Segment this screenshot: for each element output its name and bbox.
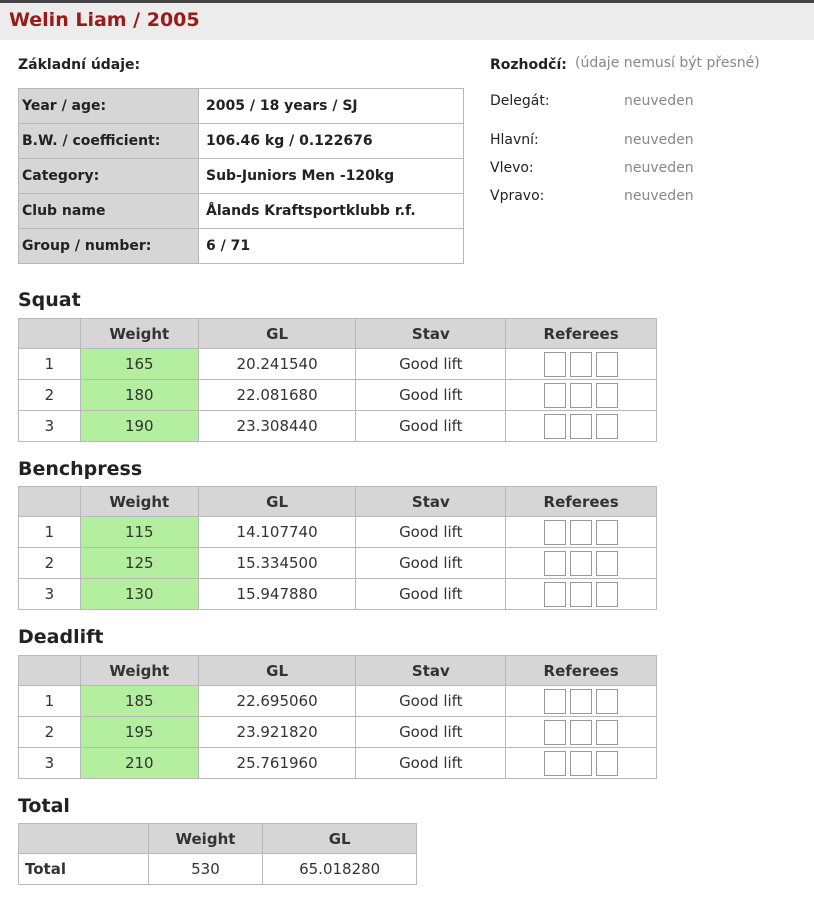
attempt-gl: 20.241540: [198, 349, 356, 380]
attempt-number: 2: [19, 717, 81, 748]
referee-label: Delegát:: [490, 93, 550, 109]
referee-box: [596, 520, 618, 545]
row-value: Ålands Kraftsportklubb r.f.: [199, 194, 464, 229]
header-gl: GL: [198, 319, 356, 349]
attempt-number: 3: [19, 748, 81, 779]
attempt-weight: 210: [80, 748, 198, 779]
header-weight: Weight: [148, 824, 263, 854]
attempt-status: Good lift: [356, 349, 506, 380]
referee-label: Vlevo:: [490, 160, 534, 176]
referee-boxes: [506, 349, 657, 380]
table-header-row: [19, 319, 657, 349]
referee-box: [596, 582, 618, 607]
deadlift-title: Deadlift: [18, 626, 104, 648]
attempt-gl: 23.308440: [198, 411, 356, 442]
header-gl: GL: [263, 824, 417, 854]
total-title: Total: [18, 795, 70, 817]
attempt-weight: 130: [80, 579, 198, 610]
table-row: [19, 748, 657, 779]
attempt-weight: 125: [80, 548, 198, 579]
row-value: 2005 / 18 years / SJ: [199, 89, 464, 124]
referee-boxes: [506, 686, 657, 717]
attempt-weight: 165: [80, 349, 198, 380]
referee-box: [596, 689, 618, 714]
referee-box: [544, 352, 566, 377]
referee-box: [596, 751, 618, 776]
referee-box: [596, 383, 618, 408]
referees-note: (údaje nemusí být přesné): [575, 55, 760, 71]
row-label: B.W. / coefficient:: [19, 124, 199, 159]
table-row: [19, 229, 464, 264]
attempt-number: 1: [19, 686, 81, 717]
table-row: [19, 380, 657, 411]
referee-box: [570, 352, 592, 377]
table-row: [19, 579, 657, 610]
attempt-weight: 195: [80, 717, 198, 748]
basic-info-table: [18, 88, 464, 264]
table-row: [19, 517, 657, 548]
attempt-gl: 23.921820: [198, 717, 356, 748]
referee-box: [544, 383, 566, 408]
referee-box: [570, 751, 592, 776]
table-row: [19, 124, 464, 159]
referee-boxes: [506, 717, 657, 748]
referee-boxes: [506, 411, 657, 442]
row-value: Sub-Juniors Men -120kg: [199, 159, 464, 194]
referee-box: [544, 720, 566, 745]
referee-box: [570, 720, 592, 745]
header-stav: Stav: [356, 487, 506, 517]
referee-value: neuveden: [624, 160, 694, 176]
table-row: [19, 548, 657, 579]
row-label: Category:: [19, 159, 199, 194]
referee-value: neuveden: [624, 188, 694, 204]
attempt-status: Good lift: [356, 380, 506, 411]
table-row: [19, 349, 657, 380]
referee-box: [544, 414, 566, 439]
attempt-number: 2: [19, 380, 81, 411]
attempt-number: 3: [19, 579, 81, 610]
referee-boxes: [506, 380, 657, 411]
attempt-status: Good lift: [356, 411, 506, 442]
row-label: Club name: [19, 194, 199, 229]
referee-label: Vpravo:: [490, 188, 545, 204]
attempt-status: Good lift: [356, 548, 506, 579]
header-stav: Stav: [356, 319, 506, 349]
attempt-status: Good lift: [356, 717, 506, 748]
squat-title: Squat: [18, 289, 81, 311]
table-row: [19, 686, 657, 717]
table-row: [19, 159, 464, 194]
attempt-gl: 22.081680: [198, 380, 356, 411]
header-gl: GL: [198, 487, 356, 517]
referee-boxes: [506, 548, 657, 579]
referee-box: [596, 414, 618, 439]
row-value: 106.46 kg / 0.122676: [199, 124, 464, 159]
attempt-number: 1: [19, 517, 81, 548]
attempt-gl: 22.695060: [198, 686, 356, 717]
table-row: [19, 411, 657, 442]
total-label: Total: [19, 854, 149, 885]
header-blank: [19, 824, 149, 854]
header-referees: Referees: [506, 487, 657, 517]
attempt-weight: 115: [80, 517, 198, 548]
total-weight: 530: [148, 854, 263, 885]
referee-box: [570, 551, 592, 576]
referee-box: [596, 551, 618, 576]
referee-box: [570, 520, 592, 545]
attempt-number: 3: [19, 411, 81, 442]
attempt-status: Good lift: [356, 686, 506, 717]
attempt-gl: 15.947880: [198, 579, 356, 610]
referee-value: neuveden: [624, 132, 694, 148]
referees-title: Rozhodčí:: [490, 57, 567, 73]
referee-label: Hlavní:: [490, 132, 539, 148]
attempt-status: Good lift: [356, 748, 506, 779]
athlete-title: Welin Liam / 2005: [9, 9, 200, 31]
header-weight: Weight: [80, 656, 198, 686]
table-row: [19, 717, 657, 748]
attempt-number: 1: [19, 349, 81, 380]
row-label: Group / number:: [19, 229, 199, 264]
squat-table: [18, 318, 657, 442]
attempt-weight: 190: [80, 411, 198, 442]
header-referees: Referees: [506, 656, 657, 686]
attempt-status: Good lift: [356, 517, 506, 548]
attempt-gl: 15.334500: [198, 548, 356, 579]
referee-box: [544, 520, 566, 545]
referee-box: [544, 582, 566, 607]
table-row: [19, 854, 417, 885]
referee-value: neuveden: [624, 93, 694, 109]
referee-box: [596, 352, 618, 377]
total-table: [18, 823, 417, 885]
header-weight: Weight: [80, 487, 198, 517]
referee-box: [570, 582, 592, 607]
attempt-weight: 185: [80, 686, 198, 717]
header-attempt: [19, 487, 81, 517]
referee-boxes: [506, 579, 657, 610]
attempt-weight: 180: [80, 380, 198, 411]
title-bar: [0, 0, 814, 40]
header-attempt: [19, 319, 81, 349]
referee-box: [544, 689, 566, 714]
referee-box: [544, 551, 566, 576]
table-row: [19, 194, 464, 229]
header-weight: Weight: [80, 319, 198, 349]
header-stav: Stav: [356, 656, 506, 686]
attempt-gl: 14.107740: [198, 517, 356, 548]
basic-info-title: Základní údaje:: [18, 57, 141, 73]
bench-title: Benchpress: [18, 458, 143, 480]
header-attempt: [19, 656, 81, 686]
referee-box: [570, 414, 592, 439]
referee-box: [544, 751, 566, 776]
attempt-number: 2: [19, 548, 81, 579]
table-header-row: [19, 656, 657, 686]
referee-boxes: [506, 517, 657, 548]
row-label: Year / age:: [19, 89, 199, 124]
table-row: [19, 89, 464, 124]
header-gl: GL: [198, 656, 356, 686]
row-value: 6 / 71: [199, 229, 464, 264]
referee-boxes: [506, 748, 657, 779]
deadlift-table: [18, 655, 657, 779]
total-gl: 65.018280: [263, 854, 417, 885]
referee-box: [570, 383, 592, 408]
table-header-row: [19, 824, 417, 854]
table-header-row: [19, 487, 657, 517]
attempt-status: Good lift: [356, 579, 506, 610]
referee-box: [596, 720, 618, 745]
referee-box: [570, 689, 592, 714]
attempt-gl: 25.761960: [198, 748, 356, 779]
header-referees: Referees: [506, 319, 657, 349]
bench-table: [18, 486, 657, 610]
